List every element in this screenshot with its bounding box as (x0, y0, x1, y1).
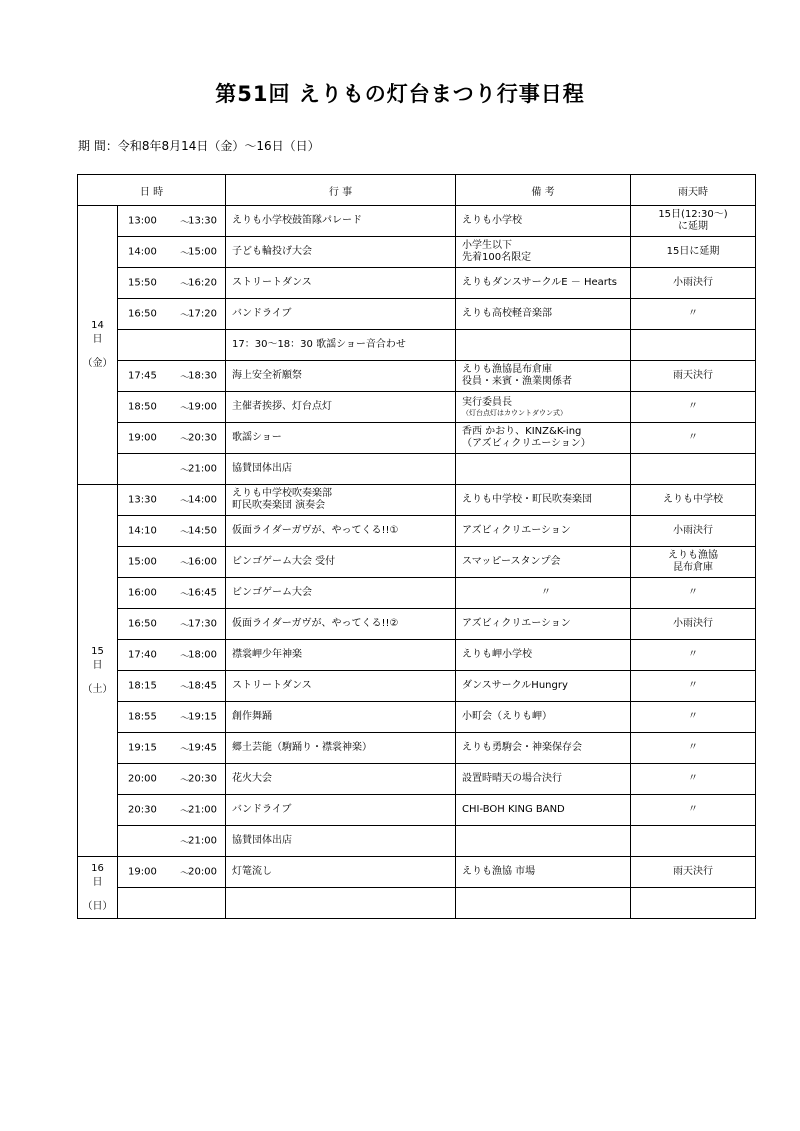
time-cell (118, 454, 226, 485)
rain-text: 〃 (688, 401, 698, 412)
tilde: 〜 (180, 651, 190, 663)
end-time: 20:00 (188, 866, 217, 878)
end-time: 14:50 (188, 525, 217, 537)
note-cell (456, 764, 631, 795)
time-cell (118, 392, 226, 423)
event-cell (226, 795, 456, 826)
event-cell (226, 361, 456, 392)
header-datetime: 日 時 (78, 175, 226, 206)
tilde: 〜 (180, 248, 190, 260)
event-text: 歌謡ショー (232, 432, 282, 443)
rain-text: 小雨決行 (673, 618, 713, 629)
note-subtext: （灯台点灯はカウントダウン式） (462, 408, 567, 417)
note-cell (456, 857, 631, 888)
tilde: 〜 (180, 868, 190, 880)
end-time: 16:45 (188, 587, 217, 599)
event-cell (226, 547, 456, 578)
schedule-row (78, 206, 756, 237)
time-cell (118, 547, 226, 578)
note-cell (456, 516, 631, 547)
note-cell (456, 733, 631, 764)
note-text: えりも高校軽音楽部 (462, 308, 552, 319)
rain-text: 雨天決行 (673, 370, 713, 381)
schedule-row (78, 268, 756, 299)
schedule-row (78, 547, 756, 578)
tilde: 〜 (180, 837, 190, 849)
note-text: えりも中学校・町民吹奏楽団 (462, 494, 592, 505)
time-cell (118, 795, 226, 826)
time-cell (118, 237, 226, 268)
start-time: 20:00 (128, 773, 157, 785)
start-time: 14:10 (128, 525, 157, 537)
rain-cell (631, 640, 756, 671)
schedule-row (78, 826, 756, 857)
start-time: 18:55 (128, 711, 157, 723)
start-time: 16:50 (128, 308, 157, 320)
end-time: 16:00 (188, 556, 217, 568)
schedule-table (77, 174, 756, 919)
rain-cell (631, 795, 756, 826)
event-text: 襟裳岬少年神楽 (232, 649, 302, 660)
end-time: 19:15 (188, 711, 217, 723)
note-cell (456, 826, 631, 857)
schedule-row (78, 609, 756, 640)
tilde: 〜 (180, 279, 190, 291)
time-cell (118, 702, 226, 733)
schedule-row (78, 485, 756, 516)
time-cell (118, 361, 226, 392)
event-cell (226, 640, 456, 671)
note-text: えりも漁協昆布倉庫 (462, 364, 552, 375)
time-cell (118, 299, 226, 330)
time-cell (118, 826, 226, 857)
start-time: 17:45 (128, 370, 157, 382)
rain-cell (631, 578, 756, 609)
tilde: 〜 (180, 558, 190, 570)
note-cell (456, 330, 631, 361)
event-cell (226, 485, 456, 516)
rain-text: に延期 (678, 221, 708, 232)
day-day: 日 (92, 334, 103, 345)
schedule-row (78, 888, 756, 919)
rain-cell (631, 485, 756, 516)
note-text: えりも勇駒会・神楽保存会 (462, 742, 582, 753)
event-cell (226, 268, 456, 299)
rain-cell (631, 547, 756, 578)
rain-cell (631, 392, 756, 423)
event-text: 17：30〜18：30 歌謡ショー音合わせ (232, 339, 406, 350)
note-cell (456, 361, 631, 392)
day-num: 16 (91, 862, 104, 874)
header-row (78, 175, 756, 206)
note-text: アズビィクリエーション (462, 525, 571, 536)
time-cell (118, 578, 226, 609)
event-text: 子ども輪投げ大会 (232, 246, 312, 257)
note-text: えりも小学校 (462, 215, 522, 226)
start-time: 14:00 (128, 246, 157, 258)
note-text: えりもダンスサークルE － Hearts (462, 277, 618, 288)
event-text: バンドライブ (232, 308, 292, 319)
event-cell (226, 702, 456, 733)
event-cell (226, 733, 456, 764)
time-cell (118, 423, 226, 454)
event-cell (226, 516, 456, 547)
start-time: 19:00 (128, 432, 157, 444)
end-time: 14:00 (188, 494, 217, 506)
event-text: 仮面ライダーガヴが、やってくる!!① (232, 525, 399, 536)
note-cell (456, 454, 631, 485)
rain-text: 小雨決行 (673, 277, 713, 288)
day-day: 日 (92, 659, 103, 671)
note-cell (456, 888, 631, 919)
note-cell (456, 671, 631, 702)
rain-cell (631, 764, 756, 795)
time-cell (118, 764, 226, 795)
day-dow: （土） (82, 683, 113, 695)
rain-cell (631, 826, 756, 857)
event-cell (226, 330, 456, 361)
rain-text: 〃 (688, 308, 698, 319)
event-cell (226, 423, 456, 454)
rain-text: えりも中学校 (663, 494, 723, 505)
start-time: 19:15 (128, 742, 157, 754)
page-title: 第51回 えりもの灯台まつり行事日程 (215, 82, 585, 106)
tilde: 〜 (180, 775, 190, 787)
note-text: えりも漁協 市場 (462, 866, 536, 877)
event-cell (226, 671, 456, 702)
rain-cell (631, 268, 756, 299)
end-time: 21:00 (188, 804, 217, 816)
note-cell (456, 299, 631, 330)
rain-text: 〃 (688, 587, 698, 598)
note-text: 香西 かおり、KINZ&K-ing (462, 426, 582, 437)
event-text: 郷土芸能（駒踊り・襟裳神楽） (232, 742, 372, 753)
header-note: 備 考 (456, 175, 631, 206)
event-cell (226, 392, 456, 423)
schedule-row (78, 764, 756, 795)
end-time: 17:20 (188, 308, 217, 320)
note-text: アズビィクリエーション (462, 618, 571, 629)
note-text: えりも岬小学校 (462, 649, 532, 660)
note-text: スマッピースタンプ会 (462, 556, 561, 567)
schedule-body (78, 206, 756, 919)
rain-cell (631, 423, 756, 454)
event-cell (226, 857, 456, 888)
event-cell (226, 764, 456, 795)
event-text: えりも小学校鼓笛隊パレード (232, 215, 362, 226)
end-time: 21:00 (188, 463, 217, 475)
event-cell (226, 826, 456, 857)
rain-cell (631, 330, 756, 361)
event-text: えりも中学校吹奏楽部 (232, 488, 332, 499)
event-text: ストリートダンス (232, 680, 312, 691)
schedule-row (78, 578, 756, 609)
end-time: 18:45 (188, 680, 217, 692)
time-cell (118, 516, 226, 547)
rain-cell (631, 609, 756, 640)
schedule-row (78, 454, 756, 485)
event-cell (226, 888, 456, 919)
event-cell (226, 299, 456, 330)
end-time: 13:30 (188, 215, 217, 227)
rain-cell (631, 206, 756, 237)
note-cell (456, 392, 631, 423)
note-text: 役員・来賓・漁業関係者 (462, 376, 572, 387)
schedule-row (78, 857, 756, 888)
tilde: 〜 (180, 806, 190, 818)
event-text: バンドライブ (232, 804, 292, 815)
time-cell (118, 485, 226, 516)
end-time: 17:30 (188, 618, 217, 630)
end-time: 18:30 (188, 370, 217, 382)
note-text: 小町会（えりも岬） (462, 711, 552, 722)
rain-text: 15日に延期 (666, 246, 720, 257)
rain-text: 〃 (688, 680, 698, 691)
rain-text: 〃 (688, 711, 698, 722)
event-text: 海上安全祈願祭 (232, 370, 302, 381)
rain-text: 小雨決行 (673, 525, 713, 536)
tilde: 〜 (180, 372, 190, 384)
start-time: 13:00 (128, 215, 157, 227)
note-cell (456, 485, 631, 516)
rain-text: えりも漁協 (668, 550, 718, 561)
note-cell (456, 609, 631, 640)
rain-text: 〃 (688, 432, 698, 443)
note-text: CHI-BOH KING BAND (462, 804, 565, 815)
note-text: 先着100名限定 (462, 252, 532, 263)
schedule-row (78, 733, 756, 764)
tilde: 〜 (180, 713, 190, 725)
end-time: 15:00 (188, 246, 217, 258)
note-text: ダンスサークルHungry (462, 680, 568, 691)
day-dow: （金） (82, 358, 113, 369)
time-cell (118, 609, 226, 640)
end-time: 19:45 (188, 742, 217, 754)
tilde: 〜 (180, 403, 190, 415)
day-dow: （日） (82, 900, 113, 912)
time-cell (118, 206, 226, 237)
event-text: ビンゴゲーム大会 (232, 587, 312, 598)
end-time: 18:00 (188, 649, 217, 661)
start-time: 20:30 (128, 804, 157, 816)
note-cell (456, 423, 631, 454)
day-cell (78, 857, 118, 919)
note-text: 〃 (541, 587, 551, 598)
day-cell (78, 485, 118, 857)
note-cell (456, 578, 631, 609)
note-cell (456, 702, 631, 733)
end-time: 19:00 (188, 401, 217, 413)
tilde: 〜 (180, 434, 190, 446)
rain-cell (631, 237, 756, 268)
schedule-row (78, 299, 756, 330)
rain-text: 雨天決行 (673, 866, 713, 877)
day-num: 15 (91, 645, 104, 657)
note-text: 小学生以下 (462, 240, 512, 251)
schedule-row (78, 640, 756, 671)
rain-text: 〃 (688, 804, 698, 815)
start-time: 19:00 (128, 866, 157, 878)
event-cell (226, 454, 456, 485)
tilde: 〜 (180, 744, 190, 756)
rain-cell (631, 361, 756, 392)
note-cell (456, 795, 631, 826)
event-cell (226, 206, 456, 237)
rain-cell (631, 857, 756, 888)
event-text: 仮面ライダーガヴが、やってくる!!② (232, 618, 399, 629)
start-time: 15:00 (128, 556, 157, 568)
rain-cell (631, 733, 756, 764)
tilde: 〜 (180, 620, 190, 632)
note-text: 設置時晴天の場合決行 (462, 773, 562, 784)
note-cell (456, 206, 631, 237)
event-cell (226, 609, 456, 640)
start-time: 16:00 (128, 587, 157, 599)
rain-text: 〃 (688, 773, 698, 784)
schedule-row (78, 361, 756, 392)
day-cell (78, 206, 118, 485)
tilde: 〜 (180, 217, 190, 229)
time-cell (118, 640, 226, 671)
tilde: 〜 (180, 465, 190, 477)
rain-cell (631, 516, 756, 547)
rain-text: 〃 (688, 742, 698, 753)
schedule-row (78, 671, 756, 702)
schedule-row (78, 330, 756, 361)
end-time: 20:30 (188, 773, 217, 785)
rain-cell (631, 702, 756, 733)
event-text: 灯篭流し (232, 866, 272, 877)
day-num: 14 (91, 320, 104, 331)
event-text: 協賛団体出店 (232, 835, 292, 846)
period-text: 期 間：令和8年8月14日（金）〜16日（日） (78, 139, 320, 153)
note-text: （アズビィクリエーション） (462, 438, 591, 449)
schedule-row (78, 795, 756, 826)
tilde: 〜 (180, 527, 190, 539)
start-time: 18:15 (128, 680, 157, 692)
time-cell (118, 888, 226, 919)
time-cell (118, 733, 226, 764)
note-cell (456, 547, 631, 578)
event-text: 町民吹奏楽団 演奏会 (232, 500, 326, 511)
schedule-row (78, 702, 756, 733)
note-cell (456, 268, 631, 299)
event-text: 主催者挨拶、灯台点灯 (232, 401, 332, 412)
event-cell (226, 237, 456, 268)
tilde: 〜 (180, 310, 190, 322)
event-text: 協賛団体出店 (232, 463, 292, 474)
day-day: 日 (92, 876, 103, 888)
event-text: 花火大会 (232, 773, 272, 784)
tilde: 〜 (180, 496, 190, 508)
start-time: 15:50 (128, 277, 157, 289)
note-cell (456, 237, 631, 268)
event-text: ストリートダンス (232, 277, 312, 288)
rain-cell (631, 888, 756, 919)
end-time: 20:30 (188, 432, 217, 444)
schedule-row (78, 392, 756, 423)
schedule-row (78, 237, 756, 268)
rain-text: 昆布倉庫 (673, 562, 713, 573)
start-time: 13:30 (128, 494, 157, 506)
time-cell (118, 857, 226, 888)
header-event: 行 事 (226, 175, 456, 206)
rain-cell (631, 454, 756, 485)
start-time: 18:50 (128, 401, 157, 413)
header-rain: 雨天時 (631, 175, 756, 206)
event-text: 創作舞踊 (232, 711, 272, 722)
time-cell (118, 671, 226, 702)
rain-cell (631, 671, 756, 702)
time-cell (118, 268, 226, 299)
schedule-row (78, 423, 756, 454)
rain-text: 15日(12:30〜) (658, 209, 728, 220)
event-text: ビンゴゲーム大会 受付 (232, 556, 336, 567)
tilde: 〜 (180, 682, 190, 694)
note-cell (456, 640, 631, 671)
time-cell (118, 330, 226, 361)
start-time: 17:40 (128, 649, 157, 661)
end-time: 21:00 (188, 835, 217, 847)
rain-cell (631, 299, 756, 330)
end-time: 16:20 (188, 277, 217, 289)
event-cell (226, 578, 456, 609)
start-time: 16:50 (128, 618, 157, 630)
tilde: 〜 (180, 589, 190, 601)
schedule-row (78, 516, 756, 547)
note-text: 実行委員長 (462, 396, 512, 408)
rain-text: 〃 (688, 649, 698, 660)
